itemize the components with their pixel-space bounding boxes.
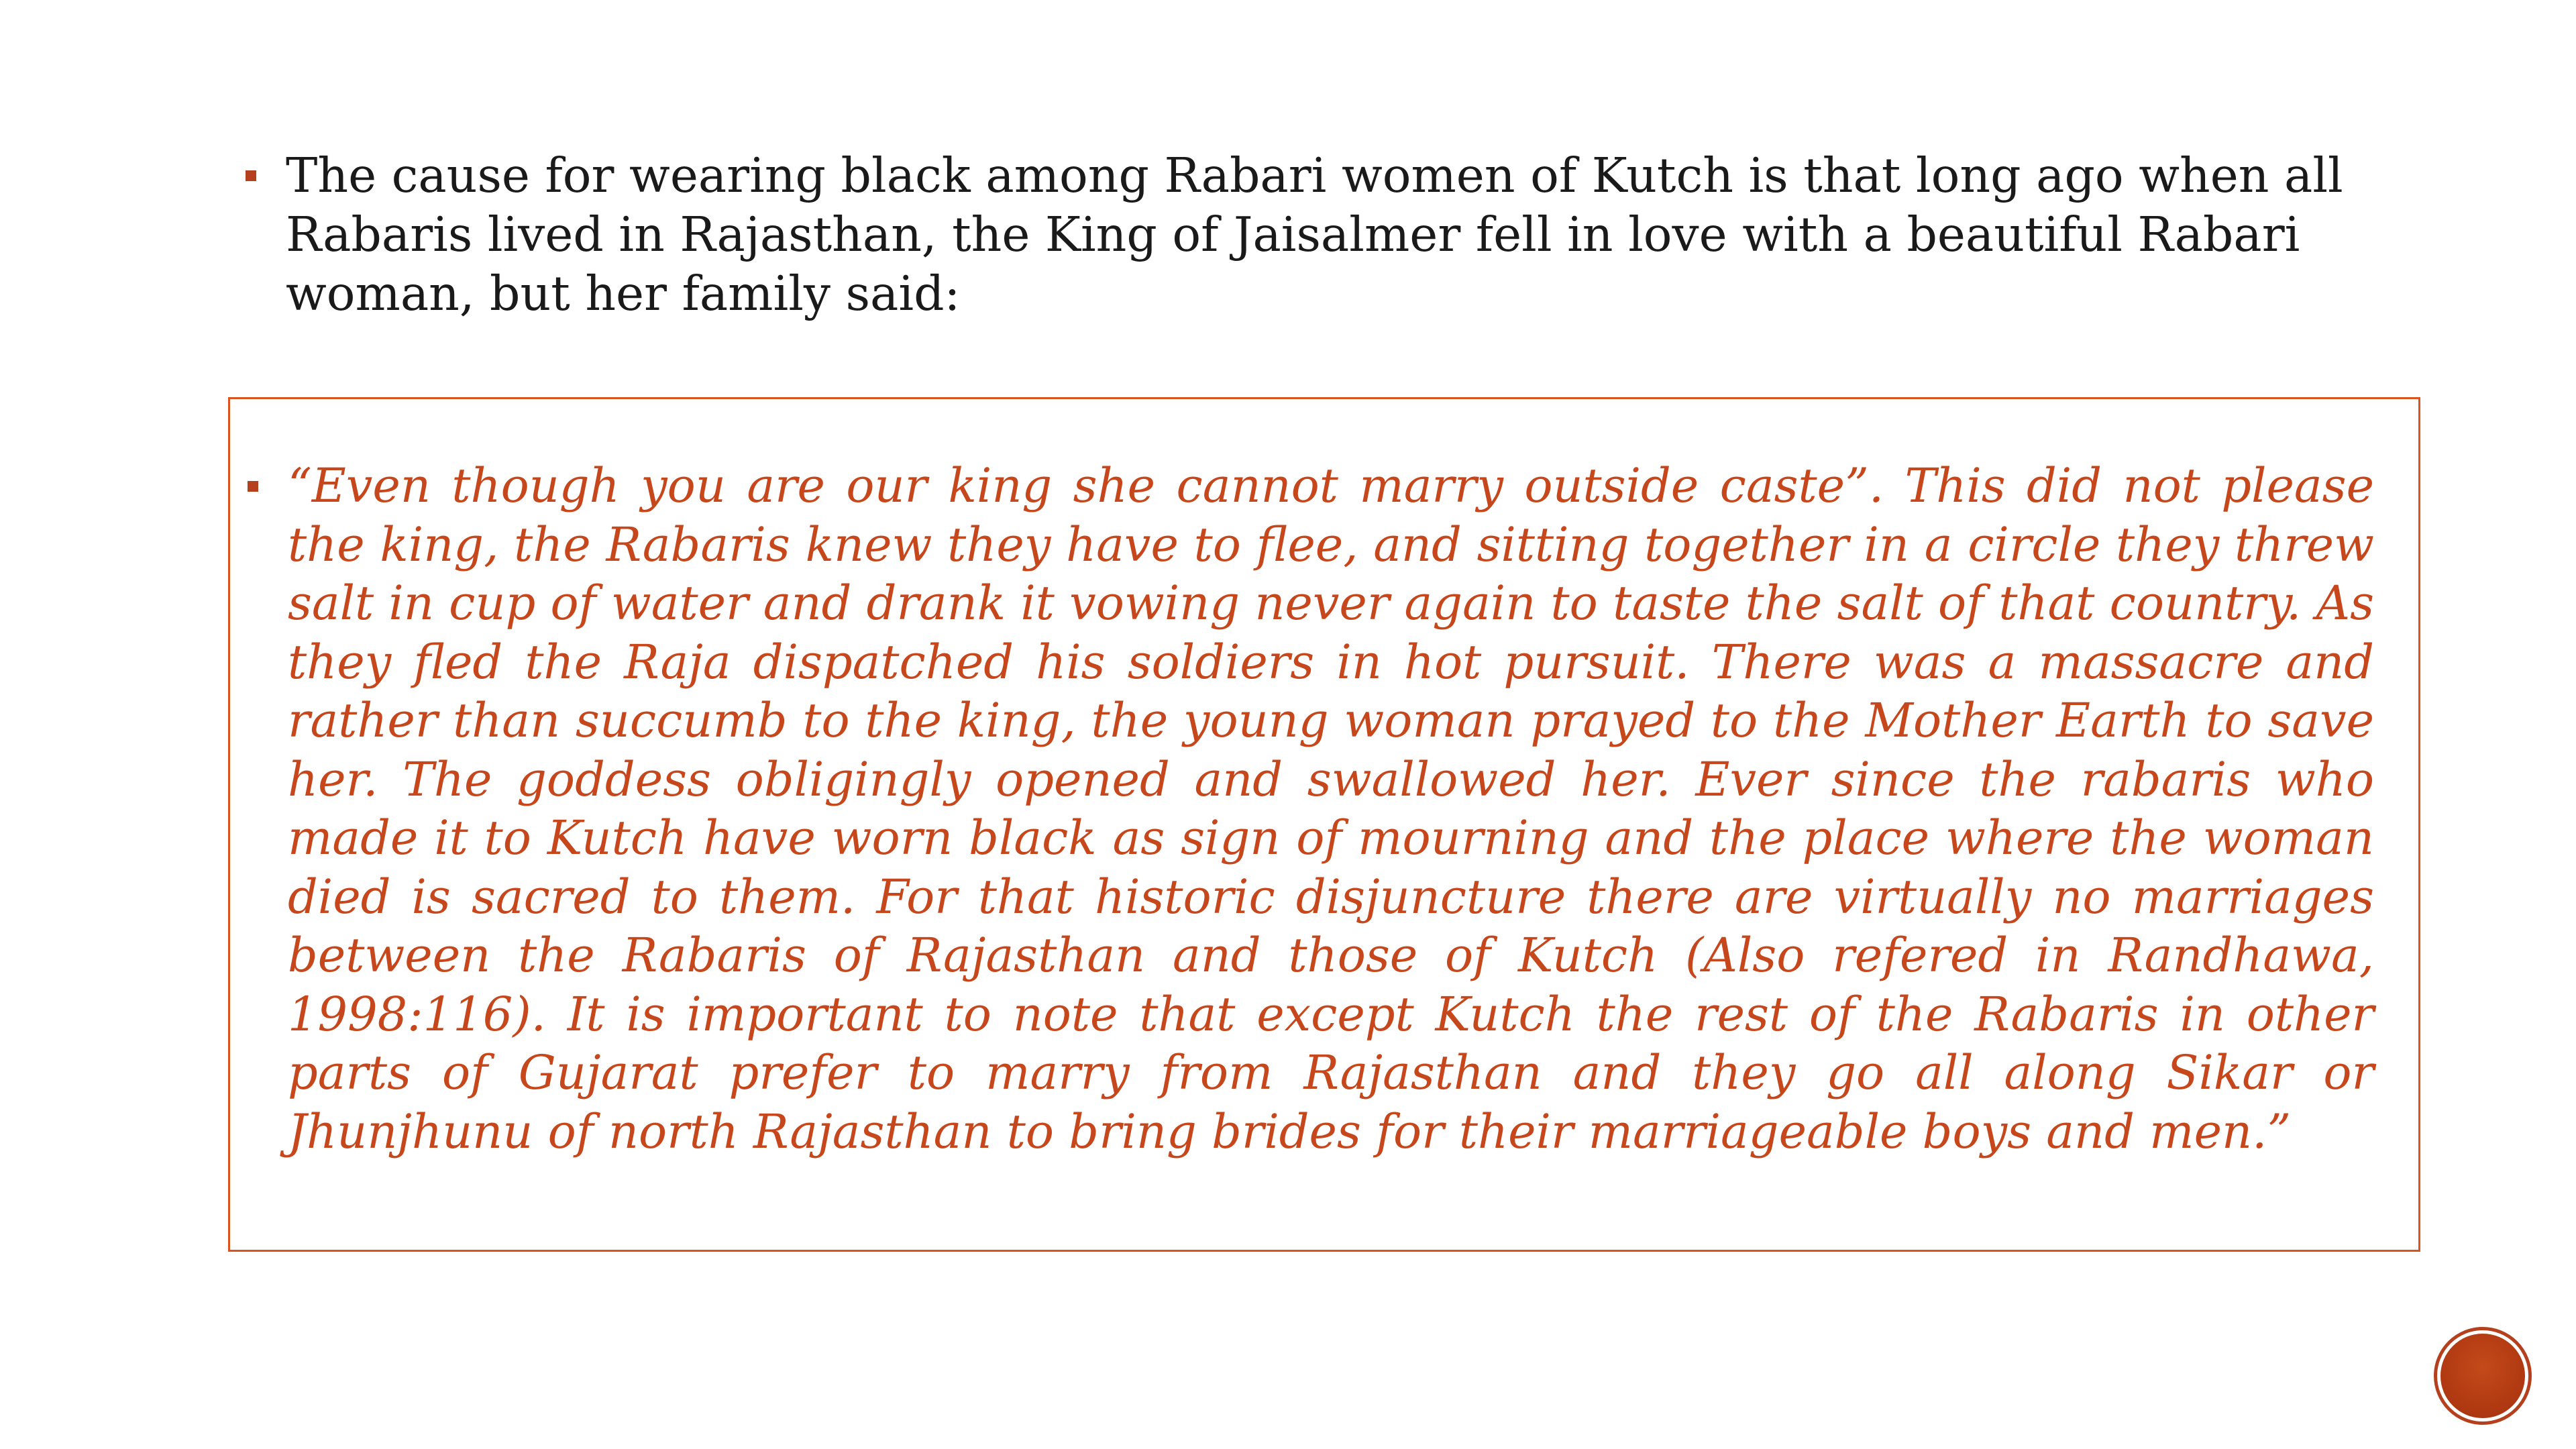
quote-text: “Even though you are our king she cannot marry outside caste”. This did not please the king, the Rabaris knew they have to flee, and sitting together in a circle they threw salt in cup of water and drank it vowing never again to taste the salt of that country. As they fled the Raja dispatched his soldiers in hot pursuit. There was a massacre and rather than succumb to the king, the young woman prayed to the Mother Earth to save her. The goddess obligingly opened and swallowed her. Ever since the rabaris who made it to Kutch have worn black as sign of mourning and the place where the woman died is sacred to them. For that historic disjuncture there are virtually no marriages between the Rabaris of Rajasthan and those of Kutch (Also refered in Randhawa, 1998:116). It is important to note that except Kutch the rest of the Rabaris in other parts of Gujarat prefer to marry from Rajasthan and they go all along Sikar or Jhunjhunu of north Rajasthan to bring brides for their marriageable boys and men.”	[288, 458, 2374, 1159]
circle-fill	[2440, 1334, 2525, 1418]
quote-box	[228, 397, 2420, 1252]
square-bullet-icon	[248, 481, 258, 492]
intro-paragraph	[246, 146, 2392, 323]
square-bullet-icon	[246, 170, 256, 181]
quote-paragraph	[248, 457, 2406, 1161]
circle-decoration-icon	[2434, 1327, 2532, 1425]
intro-text: The cause for wearing black among Rabari women of Kutch is that long ago when all Rabaris lived in Rajasthan, the King of Jaisalmer fell in love with a beautiful Rabari woman, but her family said:	[286, 148, 2343, 321]
